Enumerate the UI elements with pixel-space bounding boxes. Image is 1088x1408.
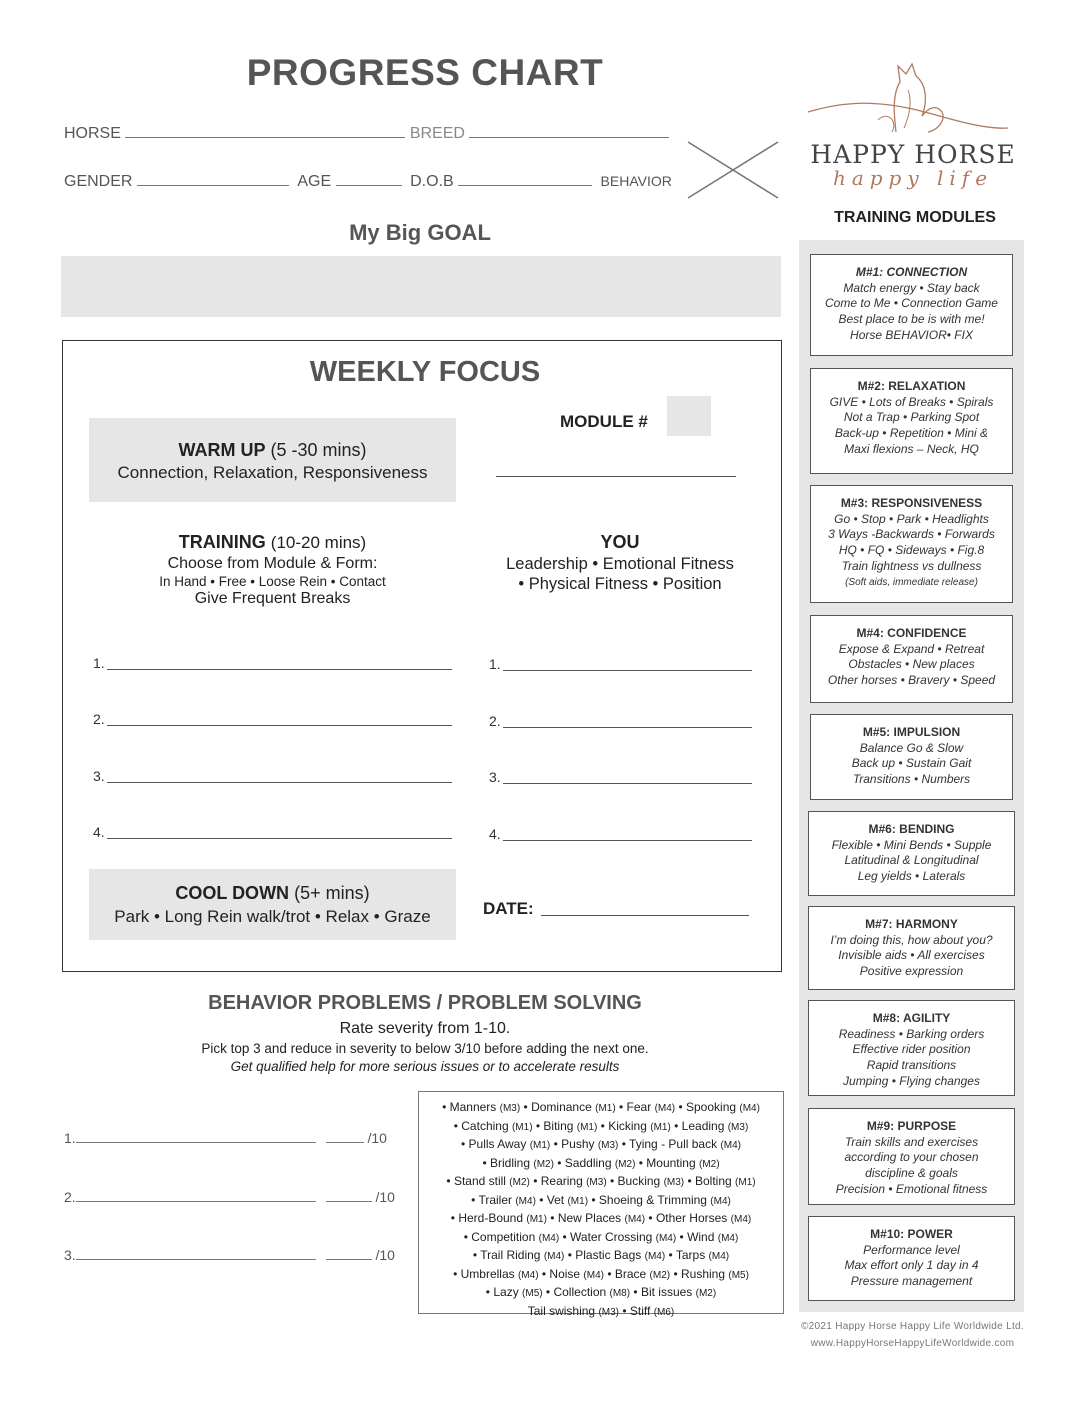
module-card-1 (810, 254, 1013, 356)
issue-name: Bridling (490, 1155, 534, 1170)
issues-line (419, 1284, 783, 1303)
age-label: AGE (297, 173, 332, 190)
training-title: TRAINING (178, 532, 266, 552)
issue-name: Pulls Away (468, 1137, 530, 1151)
issue-module-ref: (M3) (663, 1177, 685, 1188)
issue-module-ref: (M1) (576, 1121, 598, 1133)
bullet-separator: • (619, 1303, 630, 1318)
module-card-6 (808, 811, 1015, 896)
module-line: Back up • Sustain Gait (851, 756, 972, 771)
bullet-separator: • (615, 1100, 627, 1114)
module-line: Train skills and exercises (844, 1134, 979, 1149)
module-heading: M#5: IMPULSION (862, 725, 961, 739)
module-card-5 (810, 714, 1013, 800)
issue-module-ref: (M4) (739, 1103, 760, 1114)
behavior-row-number: 1. (64, 1130, 76, 1146)
issue-name: Trail Riding (480, 1248, 544, 1262)
you-item-input[interactable] (503, 670, 752, 671)
issues-list (418, 1091, 784, 1318)
bullet-separator: • (461, 1137, 469, 1151)
module-card-4 (810, 615, 1013, 703)
behavior-cross-mark[interactable] (686, 140, 780, 200)
issue-name: Vet (546, 1192, 568, 1207)
cooldown-box (89, 869, 456, 940)
warmup-heading (89, 440, 456, 461)
module-heading: M#3: RESPONSIVENESS (840, 496, 983, 510)
date-label: DATE: (483, 899, 534, 918)
bullet-separator: • (453, 1266, 461, 1281)
horse-field-row (64, 125, 669, 143)
module-line: according to your chosen (844, 1150, 979, 1165)
module-heading: M#2: RELAXATION (857, 379, 966, 393)
issue-module-ref: (M4) (624, 1214, 646, 1225)
logo-script: happy life (832, 166, 994, 190)
module-line: Best place to be is with me! (838, 312, 985, 327)
bullet-separator: • (442, 1100, 450, 1114)
module-line: Obstacles • New places (848, 657, 975, 672)
you-line1: Leadership • Emotional Fitness (506, 555, 734, 573)
bullet-separator: • (520, 1100, 532, 1114)
module-line: Not a Trap • Parking Spot (843, 410, 980, 425)
cooldown-sub: Park • Long Rein walk/trot • Relax • Graze (114, 907, 431, 926)
issue-module-ref: (M1) (595, 1103, 616, 1114)
module-line: Other horses • Bravery • Speed (827, 673, 996, 688)
module-card-7 (808, 906, 1015, 990)
module-line: Max effort only 1 day in 4 (844, 1258, 979, 1273)
issue-name: Leading (681, 1118, 728, 1133)
happy-horse-logo (808, 60, 1018, 195)
issues-line (419, 1173, 783, 1192)
module-line: Jumping • Flying changes (843, 1073, 980, 1088)
you-item-2 (489, 713, 501, 729)
bullet-separator: • (665, 1248, 676, 1262)
issue-name: Other Horses (655, 1211, 731, 1225)
you-item-number: 3. (489, 769, 501, 785)
module-heading: M#7: HARMONY (865, 917, 958, 931)
training-heading (100, 532, 445, 553)
behavior-line1: Rate severity from 1-10. (339, 1020, 511, 1037)
training-item-number: 1. (93, 655, 105, 671)
issue-module-ref: (M6) (653, 1306, 675, 1318)
module-number-label: MODULE # (560, 412, 648, 431)
issue-module-ref: (M3) (597, 1140, 619, 1151)
issue-module-ref: (M2) (614, 1158, 636, 1170)
issues-line (419, 1247, 783, 1266)
issue-name: Tarps (675, 1248, 709, 1262)
issue-module-ref: (M4) (538, 1232, 560, 1244)
gender-field-row (64, 173, 672, 191)
issue-name: Spooking (686, 1100, 740, 1114)
module-line: Latitudinal & Longitudinal (844, 853, 979, 868)
module-line: 3 Ways -Backwards • Forwards (828, 527, 995, 542)
training-item-3 (93, 768, 105, 784)
bullet-separator: • (618, 1137, 630, 1151)
breed-label: BREED (409, 125, 465, 142)
behavior-score-input[interactable] (326, 1189, 372, 1202)
bullet-separator: • (588, 1192, 599, 1207)
module-heading: M#10: POWER (870, 1227, 953, 1241)
issue-module-ref: (M4) (720, 1140, 741, 1151)
module-line: Match energy • Stay back (843, 280, 980, 295)
warmup-box (89, 418, 456, 502)
issue-module-ref: (M1) (650, 1121, 671, 1133)
module-line: I’m doing this, how about you? (830, 932, 993, 947)
behavior-line3: Get qualified help for more serious issues or to accelerate results (230, 1059, 620, 1074)
issue-name: New Places (557, 1211, 625, 1225)
behavior-row-number: 2. (64, 1189, 76, 1205)
bullet-separator: • (532, 1118, 544, 1133)
issue-name: Bit issues (640, 1285, 696, 1299)
horse-label: HORSE (64, 125, 121, 142)
you-item-input[interactable] (503, 840, 752, 841)
module-name-input[interactable] (496, 476, 736, 477)
website-link[interactable]: www.HappyHorseHappyLifeWorldwide.com (810, 1338, 1015, 1349)
you-item-4 (489, 826, 501, 842)
issue-name: Saddling (564, 1155, 615, 1170)
issue-module-ref: (M1) (526, 1214, 547, 1225)
big-goal-label: My Big GOAL (349, 220, 491, 245)
bullet-separator: • (597, 1118, 609, 1133)
behavior-score-input[interactable] (326, 1247, 372, 1260)
training-line1: Choose from Module & Form: (167, 555, 378, 572)
behavior-instructions (150, 1020, 700, 1074)
module-line: Effective rider position (852, 1042, 971, 1057)
issue-name: Pushy (561, 1137, 598, 1151)
module-line: Invisible aids • All exercises (838, 948, 985, 963)
issue-module-ref: (M3) (598, 1306, 620, 1318)
behavior-issue-input[interactable] (76, 1130, 316, 1143)
training-block (100, 532, 445, 608)
issue-name: Shoeing & Trimming (598, 1192, 711, 1207)
module-line: Rapid transitions (866, 1058, 957, 1073)
module-heading: M#6: BENDING (868, 822, 955, 836)
issue-module-ref: (M1) (735, 1177, 756, 1188)
module-line: discipline & goals (865, 1166, 958, 1181)
training-item-input[interactable] (107, 725, 452, 726)
bullet-separator: • (675, 1100, 686, 1114)
you-item-number: 4. (489, 826, 501, 842)
bullet-separator: • (453, 1118, 462, 1133)
bullet-separator: • (529, 1174, 541, 1188)
gender-input[interactable] (137, 173, 289, 186)
module-card-2 (810, 368, 1013, 474)
dob-label: D.O.B (410, 173, 454, 190)
training-item-input[interactable] (107, 782, 452, 783)
module-card-8 (808, 1000, 1015, 1096)
issue-module-ref: (M1) (511, 1121, 533, 1133)
bullet-separator: • (542, 1285, 554, 1299)
training-item-input[interactable] (107, 669, 452, 670)
you-item-3 (489, 769, 501, 785)
training-time: (10-20 mins) (270, 533, 367, 552)
behavior-issue-input[interactable] (76, 1247, 316, 1260)
behavior-issue-input[interactable] (76, 1189, 316, 1202)
module-card-9 (808, 1108, 1015, 1205)
module-heading: M#1: CONNECTION (855, 265, 968, 279)
issue-module-ref: (M4) (730, 1214, 752, 1225)
logo-text: HAPPY HORSE (810, 140, 1016, 169)
issue-module-ref: (M4) (655, 1232, 677, 1244)
issue-module-ref: (M4) (708, 1251, 730, 1262)
weekly-focus-title: WEEKLY FOCUS (309, 356, 541, 388)
issue-name: Catching (461, 1118, 512, 1133)
module-line: Train lightness vs dullness (841, 558, 982, 573)
you-block (480, 532, 760, 594)
issue-module-ref: (M2) (533, 1158, 554, 1170)
issue-name: Biting (543, 1118, 577, 1133)
dob-input[interactable] (458, 173, 592, 186)
training-line3: Give Frequent Breaks (194, 590, 351, 607)
issue-module-ref: (M2) (509, 1177, 530, 1188)
cooldown-heading (89, 883, 456, 904)
issue-name: Stiff (629, 1303, 654, 1318)
behavior-out-of: /10 (375, 1189, 395, 1205)
bullet-separator: • (471, 1192, 479, 1207)
behavior-out-of: /10 (375, 1247, 395, 1263)
you-item-number: 2. (489, 713, 501, 729)
issue-name: Stand still (453, 1174, 510, 1188)
issue-name: Kicking (608, 1118, 651, 1133)
training-item-number: 2. (93, 711, 105, 727)
behavior-row-number: 3. (64, 1247, 76, 1263)
module-line: Precision • Emotional fitness (835, 1181, 988, 1196)
bullet-separator: • (559, 1229, 571, 1244)
issue-module-ref: (M4) (515, 1195, 536, 1207)
behavior-row-3 (64, 1247, 395, 1263)
you-item-1 (489, 656, 501, 672)
issue-module-ref: (M4) (583, 1269, 604, 1281)
training-item-1 (93, 655, 105, 671)
issues-line (419, 1303, 783, 1322)
horse-input[interactable] (125, 125, 405, 138)
page-title: PROGRESS CHART (246, 52, 604, 93)
module-card-3 (810, 485, 1013, 603)
big-goal-input[interactable] (61, 256, 781, 317)
module-line: Come to Me • Connection Game (825, 296, 998, 311)
bullet-separator: • (550, 1137, 562, 1151)
issues-line (419, 1136, 783, 1155)
issue-name: Wind (687, 1229, 718, 1244)
module-line: Positive expression (859, 964, 964, 979)
module-note: (Soft aids, immediate release) (845, 576, 978, 588)
issue-name: Collection (553, 1285, 610, 1299)
issues-line (419, 1229, 783, 1248)
module-heading: M#4: CONFIDENCE (856, 626, 967, 640)
issue-name: Noise (549, 1266, 584, 1281)
age-input[interactable] (336, 173, 402, 186)
behavior-out-of: /10 (367, 1130, 387, 1146)
gender-label: GENDER (64, 173, 133, 190)
issue-name: Bucking (617, 1174, 664, 1188)
you-item-input[interactable] (503, 727, 752, 728)
training-modules-title: TRAINING MODULES (834, 209, 996, 226)
bullet-separator: • (485, 1285, 494, 1299)
you-item-input[interactable] (503, 783, 752, 784)
bullet-separator: • (538, 1266, 550, 1281)
issues-line (419, 1099, 783, 1118)
issue-name: Rushing (680, 1266, 729, 1281)
issue-name: Brace (614, 1266, 650, 1281)
module-line: Pressure management (850, 1274, 973, 1289)
bullet-separator: • (676, 1229, 688, 1244)
training-item-input[interactable] (107, 838, 452, 839)
issue-module-ref: (M3) (727, 1121, 749, 1133)
bullet-separator: • (564, 1248, 576, 1262)
issue-module-ref: (M4) (517, 1269, 539, 1281)
module-line: Horse BEHAVIOR• FIX (850, 327, 973, 342)
issue-module-ref: (M3) (586, 1177, 607, 1188)
module-line: Readiness • Barking orders (838, 1026, 985, 1041)
module-line: Transitions • Numbers (852, 772, 971, 787)
issues-line (419, 1118, 783, 1137)
behavior-label: BEHAVIOR (600, 173, 672, 189)
issue-name: Tying - Pull back (629, 1137, 721, 1151)
bullet-separator: • (472, 1248, 481, 1262)
bullet-separator: • (535, 1192, 547, 1207)
behavior-score-input[interactable] (326, 1130, 364, 1143)
bullet-separator: • (684, 1174, 695, 1188)
issue-module-ref: (M4) (710, 1195, 731, 1207)
issue-module-ref: (M4) (543, 1251, 565, 1262)
module-line: Balance Go & Slow (859, 740, 964, 755)
issue-name: Plastic Bags (575, 1248, 645, 1262)
module-line: Flexible • Mini Bends • Supple (831, 837, 992, 852)
training-item-4 (93, 824, 105, 840)
copyright-text: ©2021 Happy Horse Happy Life Worldwide Ltd. (801, 1321, 1024, 1332)
issue-module-ref: (M3) (499, 1103, 521, 1114)
bullet-separator: • (635, 1155, 647, 1170)
bullet-separator: • (450, 1211, 459, 1225)
module-line: Performance level (863, 1242, 960, 1257)
issue-name: Rearing (540, 1174, 587, 1188)
training-item-number: 4. (93, 824, 105, 840)
issue-name: Manners (449, 1100, 500, 1114)
bullet-separator: • (645, 1211, 656, 1225)
issue-module-ref: (M4) (644, 1251, 666, 1262)
breed-input[interactable] (469, 125, 669, 138)
bullet-separator: • (546, 1211, 558, 1225)
you-line2: • Physical Fitness • Position (518, 575, 722, 593)
date-input[interactable] (541, 915, 749, 916)
module-line: GIVE • Lots of Breaks • Spirals (829, 394, 994, 409)
issue-name: Umbrellas (460, 1266, 518, 1281)
issue-module-ref: (M1) (567, 1195, 589, 1207)
issues-line (419, 1192, 783, 1211)
bullet-separator: • (670, 1266, 681, 1281)
issue-module-ref: (M4) (654, 1103, 676, 1114)
module-line: Leg yields • Laterals (857, 869, 966, 884)
module-line: HQ • FQ • Sideways • Fig.8 (838, 543, 985, 558)
bullet-separator: • (606, 1174, 618, 1188)
issue-module-ref: (M1) (529, 1140, 551, 1151)
issue-name: Competition (471, 1229, 539, 1244)
module-line: Maxi flexions – Neck, HQ (844, 441, 979, 456)
issue-name: Bolting (695, 1174, 736, 1188)
module-number-input[interactable] (667, 396, 711, 436)
bullet-separator: • (630, 1285, 641, 1299)
issue-module-ref: (M8) (609, 1288, 631, 1299)
bullet-separator: • (463, 1229, 472, 1244)
issue-name: Water Crossing (570, 1229, 656, 1244)
issue-module-ref: (M5) (728, 1269, 749, 1281)
issue-module-ref: (M2) (698, 1158, 720, 1170)
issues-line (419, 1210, 783, 1229)
issue-module-ref: (M2) (649, 1269, 671, 1281)
module-line: Go • Stop • Park • Headlights (834, 511, 989, 526)
issue-module-ref: (M4) (717, 1232, 739, 1244)
behavior-row-2 (64, 1189, 395, 1205)
issue-module-ref: (M5) (522, 1288, 543, 1299)
bullet-separator: • (670, 1118, 682, 1133)
bullet-separator: • (603, 1266, 615, 1281)
issue-name: Dominance (531, 1100, 596, 1114)
issue-module-ref: (M2) (695, 1288, 717, 1299)
issues-line (419, 1266, 783, 1285)
cooldown-title: COOL DOWN (175, 883, 290, 903)
bullet-separator: • (482, 1155, 490, 1170)
issue-name: Lazy (493, 1285, 523, 1299)
issue-name: Fear (626, 1100, 655, 1114)
bullet-separator: • (446, 1174, 454, 1188)
module-heading: M#8: AGILITY (872, 1011, 951, 1025)
issues-line (419, 1155, 783, 1174)
behavior-line2: Pick top 3 and reduce in severity to below 3/10 before adding the next one. (201, 1041, 649, 1056)
module-line: Back-up • Repetition • Mini & (834, 426, 989, 441)
module-line: Expose & Expand • Retreat (838, 641, 985, 656)
training-line2: In Hand • Free • Loose Rein • Contact (159, 574, 386, 589)
issue-name: Trailer (478, 1192, 516, 1207)
issue-name: Mounting (646, 1155, 699, 1170)
warmup-time: (5 -30 mins) (270, 440, 367, 460)
module-card-10 (808, 1216, 1015, 1301)
warmup-title: WARM UP (178, 440, 266, 460)
training-item-2 (93, 711, 105, 727)
behavior-problems-title: BEHAVIOR PROBLEMS / PROBLEM SOLVING (208, 992, 642, 1014)
you-title: YOU (600, 532, 640, 552)
issue-name: Tail swishing (527, 1303, 599, 1318)
issue-name: Herd-Bound (458, 1211, 527, 1225)
module-heading: M#9: PURPOSE (866, 1119, 957, 1133)
behavior-row-1 (64, 1130, 387, 1146)
you-item-number: 1. (489, 656, 501, 672)
bullet-separator: • (553, 1155, 565, 1170)
warmup-sub: Connection, Relaxation, Responsiveness (117, 463, 428, 482)
cooldown-time: (5+ mins) (294, 883, 370, 903)
training-item-number: 3. (93, 768, 105, 784)
